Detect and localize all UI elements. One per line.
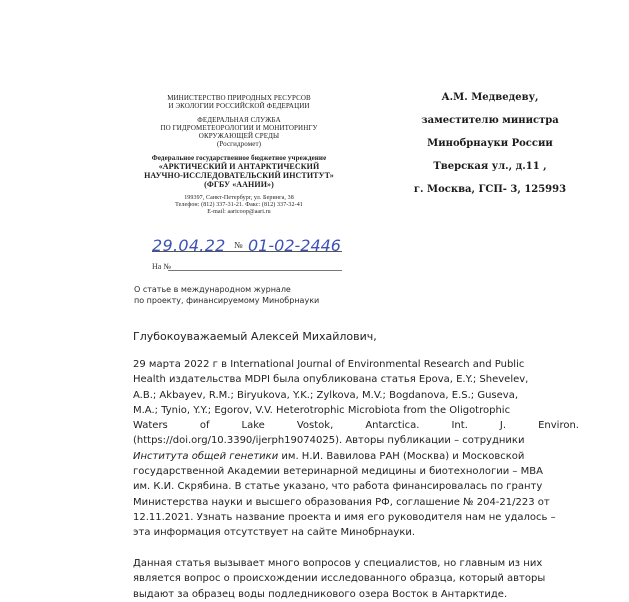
p1-line-3: A.B.; Akbayev, R.M.; Biryukova, Y.K.; Zylkova, M.V.; Bogdanova, E.S.; Guseva, bbox=[133, 389, 519, 401]
address-line-2: Телефон: (812) 337-31-21. Факс: (812) 337-32-41 bbox=[175, 202, 303, 208]
institute-name-italic: Института общей генетики bbox=[133, 450, 279, 462]
registration-line bbox=[152, 236, 342, 254]
addressee-block bbox=[386, 86, 594, 201]
p1-line-10: Министерства науки и высшего образования РФ, соглашение № 204-21/223 от bbox=[133, 496, 550, 508]
handwritten-number: 01-02-2446 bbox=[248, 236, 341, 255]
addressee-street: Тверская ул., д.11 , bbox=[433, 161, 547, 172]
p1-line-5-word: Int. bbox=[451, 420, 468, 432]
addressee-city: г. Москва, ГСП- 3, 125993 bbox=[413, 184, 567, 195]
letter-subject bbox=[134, 284, 364, 306]
p1-line-5-word: Waters bbox=[133, 420, 168, 432]
service-line-2: ПО ГИДРОМЕТЕОРОЛОГИИ И МОНИТОРИНГУ bbox=[160, 124, 318, 132]
p1-line-5-word: Vostok, bbox=[296, 420, 334, 432]
institution-type: Федеральное государственное бюджетное учреждение bbox=[151, 154, 327, 162]
p1-line-11: 12.11.2021. Узнать название проекта и имя его руководителя нам не удалось – bbox=[133, 511, 556, 523]
subject-line-1: О статье в международном журнале bbox=[134, 285, 291, 294]
p1-line-5 bbox=[133, 418, 579, 433]
p2-line-1: Данная статья вызывает много вопросов у специалистов, но главным из них bbox=[133, 558, 543, 569]
institution-name-3: (ФГБУ «ААНИИ») bbox=[204, 180, 274, 189]
number-label: № bbox=[234, 240, 243, 250]
reference-underline bbox=[168, 270, 342, 271]
salutation: Глубокоуважаемый Алексей Михайлович, bbox=[133, 330, 377, 343]
sender-letterhead bbox=[128, 94, 350, 216]
addressee-organization: Минобрнауки России bbox=[427, 138, 553, 149]
registration-underline bbox=[152, 251, 342, 252]
institution-name-1: «АРКТИЧЕСКИЙ И АНТАРКТИЧЕСКИЙ bbox=[158, 162, 320, 171]
p1-line-5-word: J. bbox=[499, 420, 507, 432]
subject-line-2: по проекту, финансируемому Минобрнауки bbox=[134, 296, 320, 305]
p1-line-6: (https://doi.org/10.3390/ijerph19074025). Авторы публикации – сотрудники bbox=[133, 435, 525, 447]
paragraph-2 bbox=[133, 556, 579, 602]
paragraph-1 bbox=[133, 357, 579, 541]
ministry-line-2: И ЭКОЛОГИИ РОССИЙСКОЙ ФЕДЕРАЦИИ bbox=[168, 102, 310, 110]
addressee-position: заместителю министра bbox=[421, 115, 559, 126]
service-line-1: ФЕДЕРАЛЬНАЯ СЛУЖБА bbox=[197, 116, 281, 124]
p2-line-3: выдают за образец воды подледникового озера Восток в Антарктиде. bbox=[133, 588, 508, 600]
p1-line-4: M.A.; Tynio, Y.Y.; Egorov, V.V. Heterotrophic Microbiota from the Oligotrophic bbox=[133, 404, 511, 416]
p1-line-5-word: Antarctica. bbox=[365, 420, 420, 432]
p1-line-1: 29 марта 2022 г в International Journal of Environmental Research and Public bbox=[133, 359, 525, 370]
service-line-4: (Росгидромет) bbox=[216, 140, 262, 148]
service-line-3: ОКРУЖАЮЩЕЙ СРЕДЫ bbox=[198, 132, 280, 140]
institution-name-2: НАУЧНО-ИССЛЕДОВАТЕЛЬСКИЙ ИНСТИТУТ» bbox=[144, 171, 334, 180]
p1-line-5-word: of bbox=[199, 420, 210, 432]
address-line-1: 199397, Санкт-Петербург, ул. Беринга, 38 bbox=[184, 195, 294, 201]
p1-line-5-word: Environ. bbox=[538, 420, 579, 432]
p1-line-8: государственной Академии ветеринарной медицины и биотехнологии – МВА bbox=[133, 466, 543, 478]
p1-line-7-rest: им. Н.И. Вавилова РАН (Москва) и Московской bbox=[278, 450, 525, 462]
p1-line-9: им. К.И. Скрябина. В статье указано, что работа финансировалась по гранту bbox=[133, 481, 543, 493]
handwritten-date: 29.04.22 bbox=[152, 236, 226, 255]
addressee-name: А.М. Медведеву, bbox=[441, 92, 539, 103]
reference-label: На № bbox=[152, 262, 171, 271]
p2-line-2: является вопрос о происхождении исследованного образца, который авторы bbox=[133, 573, 546, 585]
p1-line-5-word: Lake bbox=[241, 420, 265, 432]
p1-line-2: Health издательства MDPI была опубликована статья Epova, E.Y.; Shevelev, bbox=[133, 374, 529, 386]
ministry-line-1: МИНИСТЕРСТВО ПРИРОДНЫХ РЕСУРСОВ bbox=[167, 94, 311, 102]
p1-line-7 bbox=[133, 449, 579, 464]
p1-line-12: эта информация отсутствует на сайте Минобрнауки. bbox=[133, 527, 416, 539]
reference-line bbox=[152, 262, 342, 274]
address-line-3: E-mail: aaricoop@aari.ru bbox=[207, 209, 271, 215]
